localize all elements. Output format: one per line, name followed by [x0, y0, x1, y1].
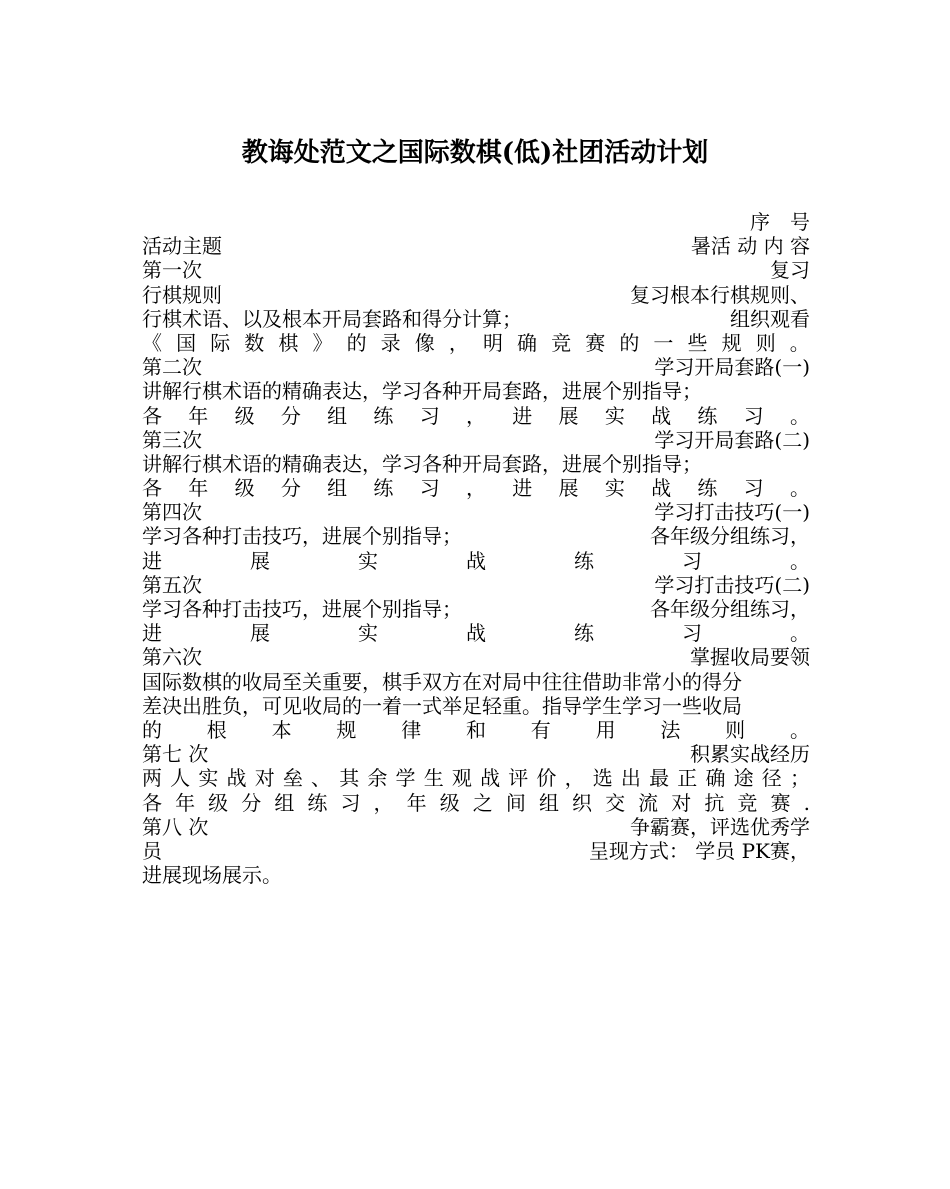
- text-line: [142, 645, 810, 669]
- text-char: 实: [358, 548, 378, 573]
- text-char: 实: [358, 621, 378, 646]
- text-char: 练: [574, 621, 594, 646]
- text-char: ，: [373, 790, 394, 815]
- text-char: 有: [530, 717, 551, 742]
- text-segment: 序 号: [750, 210, 810, 234]
- text-segment: 行棋术语、以及根本开局套路和得分计算；: [142, 306, 522, 331]
- text-segment: 各年级分组练习，: [650, 597, 810, 621]
- text-char: 的: [619, 330, 640, 355]
- text-segment: 复习根本行棋规则、: [630, 282, 810, 307]
- text-char: 的: [142, 717, 162, 742]
- text-char: 确: [517, 330, 538, 355]
- text-char: 录: [380, 330, 401, 355]
- text-char: 、: [311, 766, 332, 791]
- text-char: 》: [312, 330, 333, 355]
- text-segment: 第八 次: [142, 814, 209, 839]
- text-segment: 各年级分组练习，: [650, 524, 810, 549]
- text-segment: 学习开局套路(二): [654, 427, 810, 452]
- text-char: 根: [206, 717, 227, 742]
- text-char: 组: [327, 476, 348, 501]
- text-char: ；: [789, 766, 810, 791]
- text-segment: 第一次: [142, 258, 202, 283]
- text-char: 棋: [278, 330, 299, 355]
- text-char: 年: [175, 790, 196, 815]
- text-segment: 学习开局套路(一): [654, 355, 810, 380]
- text-line: [142, 597, 810, 621]
- text-char: 。: [789, 476, 810, 501]
- text-segment: 学习各种打击技巧，进展个别指导；: [142, 597, 462, 621]
- text-char: 评: [508, 766, 529, 791]
- text-segment: 第六次: [142, 645, 202, 670]
- text-char: 习: [419, 403, 440, 428]
- text-line: [142, 428, 810, 452]
- text-char: 径: [761, 766, 782, 791]
- text-segment: 讲解行棋术语的精确表达，学习各种开局套路，进展个别指导；: [142, 379, 702, 404]
- text-segment: 国际数棋的收局至关重要，棋手双方在对局中往往借助非常小的得分: [142, 669, 742, 694]
- text-char: ，: [564, 766, 585, 791]
- text-char: 级: [234, 403, 255, 428]
- text-line: [142, 500, 810, 524]
- text-char: 两: [142, 766, 162, 791]
- text-char: 律: [401, 717, 422, 742]
- text-line: [142, 742, 810, 766]
- text-line: [142, 670, 810, 694]
- text-char: 进: [142, 548, 162, 573]
- text-char: 数: [244, 330, 265, 355]
- text-char: 赛: [770, 790, 791, 815]
- text-char: 展: [558, 476, 579, 501]
- text-line: [142, 815, 810, 839]
- text-char: 对: [254, 766, 275, 791]
- document-title: 教诲处范文之国际数棋(低)社团活动计划: [241, 138, 709, 168]
- text-char: 战: [466, 548, 486, 573]
- text-line: [142, 307, 810, 331]
- text-segment: 活动主题: [142, 234, 222, 259]
- text-char: 出: [620, 766, 641, 791]
- text-segment: 进展现场展示。: [142, 863, 282, 888]
- text-char: 本: [271, 717, 292, 742]
- text-char: 间: [505, 790, 526, 815]
- text-char: 确: [705, 766, 726, 791]
- text-segment: 学习打击技巧(二): [654, 572, 810, 597]
- text-char: 练: [697, 403, 718, 428]
- text-char: 。: [789, 403, 810, 428]
- text-char: 练: [373, 403, 394, 428]
- text-char: 抗: [704, 790, 725, 815]
- text-char: 生: [423, 766, 444, 791]
- text-char: ，: [448, 330, 469, 355]
- text-line: [142, 404, 810, 428]
- text-char: ，: [465, 476, 486, 501]
- text-line: [142, 839, 810, 863]
- text-char: 展: [250, 548, 270, 573]
- text-char: 分: [280, 476, 301, 501]
- text-char: 进: [142, 621, 162, 646]
- text-char: 正: [677, 766, 698, 791]
- text-line: [142, 331, 810, 355]
- text-char: 组: [538, 790, 559, 815]
- text-char: 国: [176, 330, 197, 355]
- text-segment: 第五次: [142, 572, 202, 597]
- text-char: 用: [595, 717, 616, 742]
- text-char: ，: [465, 403, 486, 428]
- text-char: 年: [188, 476, 209, 501]
- text-char: 法: [660, 717, 681, 742]
- text-char: 规: [721, 330, 742, 355]
- text-line: [142, 791, 810, 815]
- text-char: 些: [687, 330, 708, 355]
- text-char: 《: [142, 330, 162, 355]
- text-char: 展: [250, 621, 270, 646]
- text-char: 则: [755, 330, 776, 355]
- text-char: 练: [307, 790, 328, 815]
- text-line: [142, 718, 810, 742]
- text-segment: 掌握收局要领: [690, 645, 810, 670]
- text-char: 进: [512, 476, 533, 501]
- text-char: .: [803, 790, 810, 815]
- text-char: 习: [743, 403, 764, 428]
- text-char: 实: [198, 766, 219, 791]
- text-char: 组: [327, 403, 348, 428]
- text-char: 战: [651, 476, 672, 501]
- text-char: 各: [142, 790, 162, 815]
- text-char: 习: [743, 476, 764, 501]
- text-char: 最: [649, 766, 670, 791]
- text-char: 之: [472, 790, 493, 815]
- text-char: 的: [346, 330, 367, 355]
- text-line: [142, 524, 810, 548]
- text-char: 竞: [551, 330, 572, 355]
- text-segment: 差决出胜负，可见收局的一着一式举足轻重。指导学生学习一些收局: [142, 693, 742, 718]
- text-segment: 学习打击技巧(一): [654, 500, 810, 525]
- text-char: 战: [651, 403, 672, 428]
- text-char: 战: [226, 766, 247, 791]
- text-char: 级: [208, 790, 229, 815]
- text-char: 对: [671, 790, 692, 815]
- text-segment: 复习: [770, 258, 810, 283]
- text-char: 战: [480, 766, 501, 791]
- text-line: [142, 379, 810, 403]
- text-char: 规: [336, 717, 357, 742]
- text-char: 则: [725, 717, 746, 742]
- text-char: 。: [789, 330, 810, 355]
- text-char: 像: [414, 330, 435, 355]
- text-char: 价: [536, 766, 557, 791]
- text-char: 各: [142, 403, 162, 428]
- text-char: 和: [465, 717, 486, 742]
- text-segment: 呈现方式： 学员 PK赛，: [588, 838, 810, 863]
- text-char: 练: [697, 476, 718, 501]
- text-segment: 员: [142, 838, 162, 863]
- text-line: [142, 476, 810, 500]
- text-char: 习: [682, 621, 702, 646]
- text-segment: 第七 次: [142, 742, 209, 767]
- text-segment: 行棋规则: [142, 282, 222, 307]
- text-char: 各: [142, 476, 162, 501]
- text-char: 年: [188, 403, 209, 428]
- text-char: 习: [340, 790, 361, 815]
- text-char: 垒: [282, 766, 303, 791]
- text-char: 练: [373, 476, 394, 501]
- text-line: [142, 694, 810, 718]
- text-char: 。: [790, 621, 810, 646]
- text-char: 其: [339, 766, 360, 791]
- text-char: 分: [280, 403, 301, 428]
- text-line: [142, 621, 810, 645]
- text-segment: 暑活 动 内 容: [690, 234, 810, 259]
- text-char: 流: [638, 790, 659, 815]
- text-char: 人: [170, 766, 191, 791]
- text-char: 进: [512, 403, 533, 428]
- text-char: 练: [574, 548, 594, 573]
- text-char: 。: [789, 717, 810, 742]
- text-line: [142, 863, 810, 887]
- text-line: [142, 766, 810, 790]
- text-segment: 第三次: [142, 427, 202, 452]
- text-char: 交: [605, 790, 626, 815]
- text-char: 分: [241, 790, 262, 815]
- text-char: 年: [406, 790, 427, 815]
- text-line: [142, 283, 810, 307]
- text-segment: 讲解行棋术语的精确表达，学习各种开局套路，进展个别指导；: [142, 451, 702, 476]
- text-segment: 组织观看: [730, 306, 810, 331]
- text-line: [142, 549, 810, 573]
- text-char: 习: [419, 476, 440, 501]
- text-char: 级: [234, 476, 255, 501]
- text-char: 学: [395, 766, 416, 791]
- text-char: 余: [367, 766, 388, 791]
- text-char: 途: [733, 766, 754, 791]
- text-char: 赛: [585, 330, 606, 355]
- text-line: [142, 234, 810, 258]
- document-body: [142, 210, 810, 887]
- text-char: 际: [210, 330, 231, 355]
- text-char: 织: [572, 790, 593, 815]
- text-segment: 争霸赛，评选优秀学: [630, 814, 810, 839]
- text-segment: 第四次: [142, 500, 202, 525]
- text-line: [142, 258, 810, 282]
- text-char: 实: [604, 403, 625, 428]
- text-char: 战: [466, 621, 486, 646]
- text-line: [142, 210, 810, 234]
- text-char: 选: [592, 766, 613, 791]
- text-char: 一: [653, 330, 674, 355]
- text-line: [142, 355, 810, 379]
- text-line: [142, 573, 810, 597]
- text-char: 习: [682, 548, 702, 573]
- text-char: 明: [482, 330, 503, 355]
- text-segment: 积累实战经历: [690, 742, 810, 767]
- text-segment: 第二次: [142, 355, 202, 380]
- text-char: 组: [274, 790, 295, 815]
- text-line: [142, 452, 810, 476]
- text-char: 展: [558, 403, 579, 428]
- text-char: 竞: [737, 790, 758, 815]
- text-segment: 学习各种打击技巧，进展个别指导；: [142, 524, 462, 549]
- text-char: 。: [790, 548, 810, 573]
- text-char: 级: [439, 790, 460, 815]
- text-char: 观: [451, 766, 472, 791]
- text-char: 实: [604, 476, 625, 501]
